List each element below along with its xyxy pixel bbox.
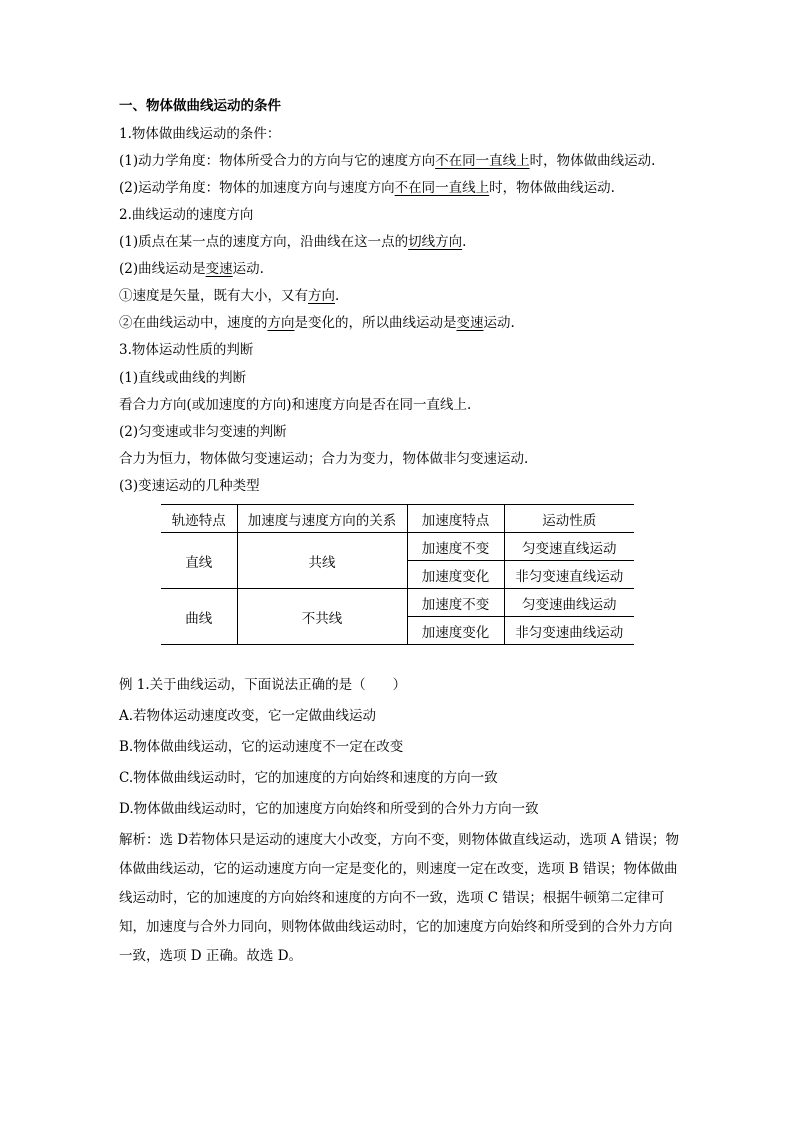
s1-line-2: (2)运动学角度：物体的加速度方向与速度方向不在同一直线上时，物体做曲线运动. — [119, 180, 615, 196]
table-header-cell: 运动性质 — [504, 505, 634, 533]
option-c: C.物体做曲线运动时，它的加速度的方向始终和速度的方向一致 — [119, 770, 498, 786]
table-cell: 曲线 — [161, 589, 237, 645]
analysis-paragraph: 解析：选 D若物体只是运动的速度大小改变，方向不变，则物体做直线运动，选项 A 错误；物体做曲线运动，它的运动速度方向一定是变化的，则速度一定在改变，选项 B 错误；物体做曲线运动时，它的加速度的方向始终和速度的方向不一致，选项 C 错误；根据牛顿第二定律可知，加速度与合外力同向，则物体做曲线运动时，它的加速度方向始终和所受到的合外力方向一致，选项 D 正确。故选 D。 — [119, 832, 679, 964]
s3-line-1: (1)直线或曲线的判断 — [119, 370, 247, 386]
table-header-row — [161, 505, 634, 533]
example-question: 例 1.关于曲线运动，下面说法正确的是（ ） — [119, 677, 407, 693]
s3-heading: 3.物体运动性质的判断 — [119, 342, 254, 358]
table-cell: 加速度变化 — [407, 617, 504, 645]
table-cell: 加速度变化 — [407, 561, 504, 589]
option-a: A.若物体运动速度改变，它一定做曲线运动 — [119, 708, 377, 724]
s2-line-3: ①速度是矢量，既有大小，又有方向. — [119, 288, 340, 304]
table-row — [161, 589, 634, 617]
table-cell: 非匀变速直线运动 — [504, 561, 634, 589]
table-cell: 非匀变速曲线运动 — [504, 617, 634, 645]
table-row — [161, 533, 634, 561]
s2-line-1: (1)质点在某一点的速度方向，沿曲线在这一点的切线方向. — [119, 234, 467, 250]
option-d: D.物体做曲线运动时，它的加速度方向始终和所受到的合外力方向一致 — [119, 801, 539, 817]
table-cell: 不共线 — [237, 589, 407, 645]
s3-line-4: 合力为恒力，物体做匀变速运动；合力为变力，物体做非匀变速运动. — [119, 451, 529, 467]
motion-types-table — [161, 504, 634, 645]
table-header-cell: 轨迹特点 — [161, 505, 237, 533]
table-header-cell: 加速度特点 — [407, 505, 504, 533]
table-cell: 加速度不变 — [407, 533, 504, 561]
s2-heading: 2.曲线运动的速度方向 — [119, 207, 254, 223]
table-header-cell: 加速度与速度方向的关系 — [237, 505, 407, 533]
s1-heading: 1.物体做曲线运动的条件： — [119, 126, 281, 142]
option-b: B.物体做曲线运动，它的运动速度不一定在改变 — [119, 739, 404, 755]
s2-line-4: ②在曲线运动中，速度的方向是变化的，所以曲线运动是变速运动. — [119, 315, 515, 331]
s3-line-5: (3)变速运动的几种类型 — [119, 478, 260, 494]
table-cell: 加速度不变 — [407, 589, 504, 617]
s2-line-2: (2)曲线运动是变速运动. — [119, 261, 264, 277]
s3-line-3: (2)匀变速或非匀变速的判断 — [119, 424, 287, 440]
table-cell: 匀变速曲线运动 — [504, 589, 634, 617]
s1-line-1: (1)动力学角度：物体所受合力的方向与它的速度方向不在同一直线上时，物体做曲线运动. — [119, 153, 656, 169]
section-title: 一、物体做曲线运动的条件 — [119, 98, 281, 114]
table-cell: 直线 — [161, 533, 237, 589]
table-cell: 匀变速直线运动 — [504, 533, 634, 561]
table-cell: 共线 — [237, 533, 407, 589]
s3-line-2: 看合力方向(或加速度的方向)和速度方向是否在同一直线上. — [119, 397, 472, 413]
